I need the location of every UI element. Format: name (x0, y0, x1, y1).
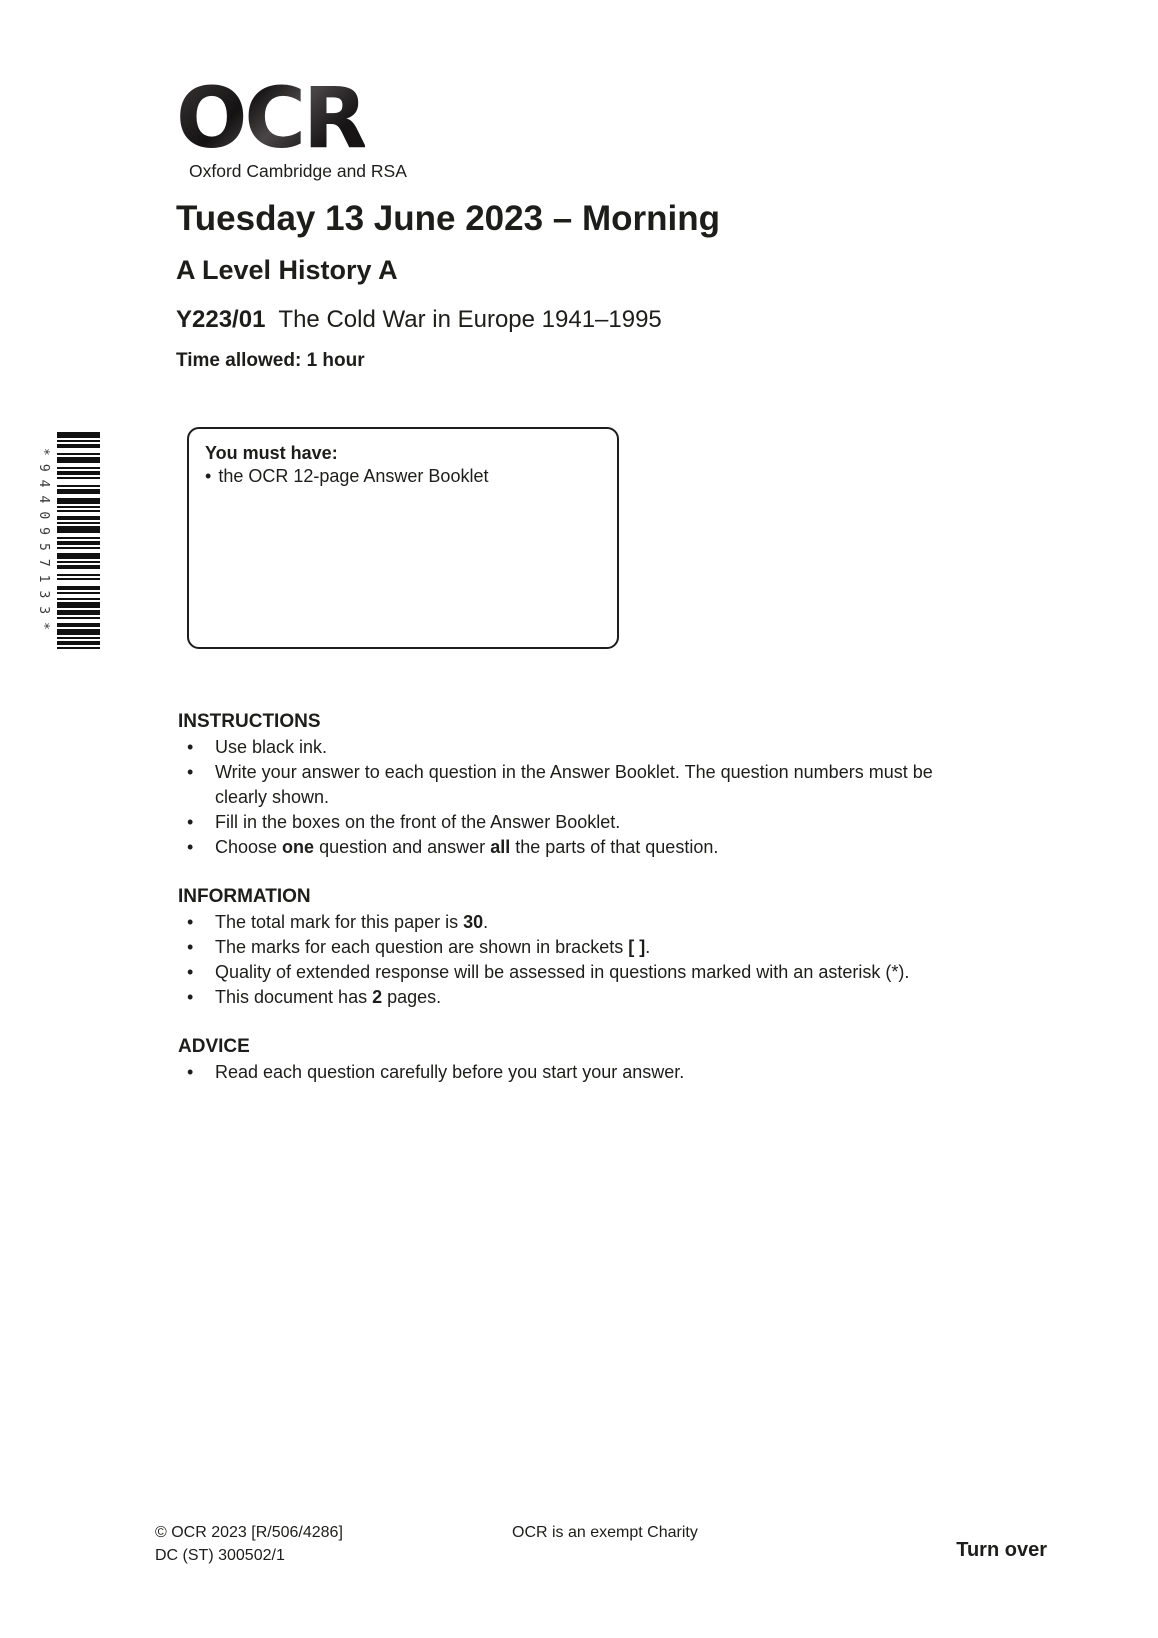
time-allowed: Time allowed: 1 hour (176, 350, 365, 371)
section-heading-information: INFORMATION (178, 886, 311, 907)
barcode-icon (57, 432, 100, 654)
bullet-item: • This document has 2 pages. (178, 985, 953, 1010)
bullet-item: • Use black ink. (178, 735, 953, 760)
footer-dc-code: DC (ST) 300502/1 (155, 1547, 285, 1564)
rubric-sections (178, 708, 978, 1085)
must-have-heading: You must have: (205, 443, 338, 463)
bullet-icon: • (187, 912, 194, 932)
bullet-item: • Read each question carefully before you start your answer. (178, 1060, 953, 1085)
bullet-item: • The marks for each question are shown in brackets [ ]. (178, 935, 953, 960)
ocr-logo: OCR (176, 69, 365, 167)
bullet-item: • Quality of extended response will be assessed in questions marked with an asterisk (*). (178, 960, 953, 985)
bullet-icon: • (187, 762, 194, 782)
bullet-item: • The total mark for this paper is 30. (178, 910, 953, 935)
section-heading-advice: ADVICE (178, 1036, 250, 1057)
qualification-title: A Level History A (176, 255, 398, 285)
bullet-item: • Write your answer to each question in the Answer Booklet. The question numbers must be clearly shown. (187, 762, 933, 807)
paper-code: Y223/01 (176, 306, 266, 333)
section-heading-instructions: INSTRUCTIONS (178, 711, 321, 732)
bullet-item: • Choose one question and answer all the parts of that question. (178, 835, 953, 860)
footer-copyright: © OCR 2023 [R/506/4286] (155, 1524, 343, 1541)
turn-over-label: Turn over (956, 1539, 1047, 1561)
bullet-list (178, 1060, 953, 1085)
bullet-item: • Fill in the boxes on the front of the Answer Booklet. (178, 810, 953, 835)
ocr-logo-tagline: Oxford Cambridge and RSA (189, 161, 407, 181)
bullet-icon: • (187, 812, 194, 832)
barcode-number: *9440957133* (36, 448, 51, 638)
bullet-icon: • (187, 1062, 194, 1082)
must-have-item-label: the OCR 12-page Answer Booklet (218, 466, 489, 486)
bullet-icon: • (205, 466, 212, 486)
bullet-icon: • (187, 737, 194, 757)
bullet-icon: • (187, 987, 194, 1007)
footer-imprint (155, 1521, 343, 1567)
bullet-list (178, 910, 953, 1010)
bullet-icon: • (187, 837, 194, 857)
bullet-icon: • (187, 962, 194, 982)
paper-title: The Cold War in Europe 1941–1995 (278, 306, 662, 333)
bullet-icon: • (187, 937, 194, 957)
paper-line (176, 306, 662, 334)
must-have-item (205, 465, 601, 488)
you-must-have-box (187, 427, 619, 649)
bullet-list (178, 735, 953, 860)
footer-charity-note: OCR is an exempt Charity (512, 1524, 698, 1541)
exam-date-title: Tuesday 13 June 2023 – Morning (176, 199, 720, 238)
